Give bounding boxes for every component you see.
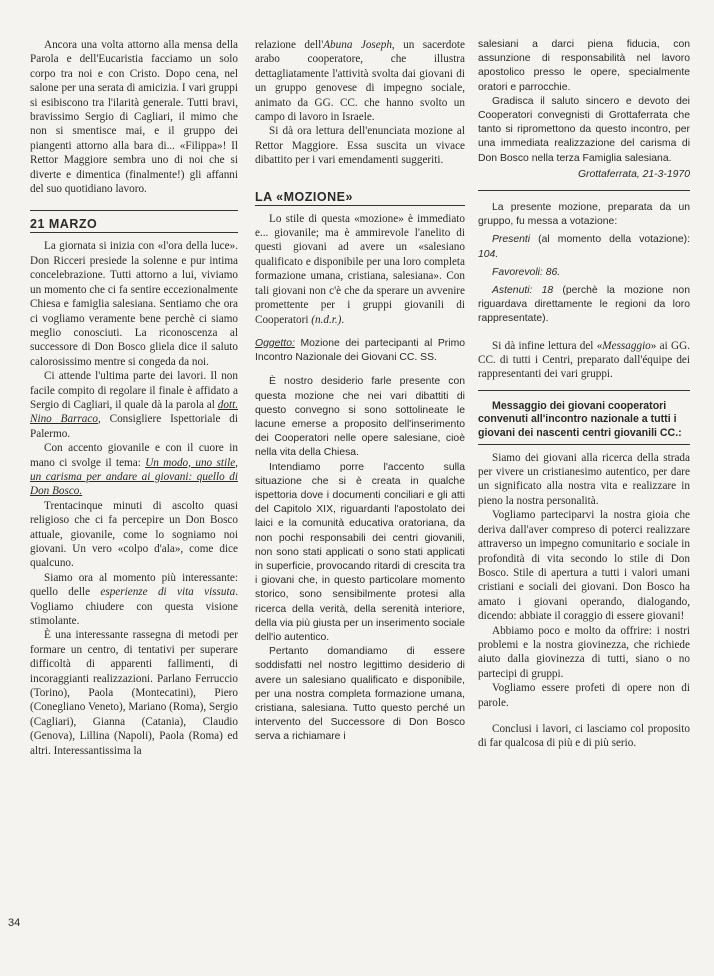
page-number: 34: [8, 917, 21, 929]
paragraph: Gradisca il saluto sincero e devoto dei Cooperatori convegnisti di Grottaferrata che tanto si ripromettono da questo incontro, per una immediata realizzazione del carisma di Don Bosco nella terza Famiglia salesiana.: [478, 95, 690, 164]
paragraph: Intendiamo porre l'accento sulla situazione che si è creata in qualche ispettoria dove i documenti conciliari e gli atti del Capitolo XIX, riguardanti l'apostolato dei laici e la comunità educativa oratoriana, da non pochi responsabili dei centri giovanili, non sono stati applicati o sono stati applicati in superficie, provocando ritardi di crescita tra i giovani che, in questo particolare momento storico, sono sensibilmente protesi alla ricerca della verità, della serenità interiore, della via più giusta per un inserimento sociale dell'io autentico.: [255, 461, 465, 643]
column-1: [30, 38, 238, 758]
paragraph: Pertanto domandiamo di essere soddisfatti nel nostro legittimo desiderio di avere un salesiano qualificato e disponibile, per una nostra completa formazione umana, cristiana, salesiana. Tutto questo perché un intervento del Successore di Don Bosco serva a richiamare i: [255, 646, 465, 743]
section-heading-21-marzo: 21 MARZO: [30, 217, 238, 233]
paragraph: Vogliamo essere profeti di opere non di parole.: [478, 682, 690, 709]
paragraph: Siamo ora al momento più interessante: quello delle esperienze di vita vissuta. Vogliamo chiudere con questa visione stimolante.: [30, 571, 238, 628]
mozione-text-continued: [478, 38, 690, 182]
vote-favorevoli: Favorevoli: 86.: [492, 266, 561, 278]
paragraph: La presente mozione, preparata da un gruppo, fu messa a votazione:: [478, 202, 690, 228]
vote-results: [478, 201, 690, 327]
section-heading-mozione: LA «MOZIONE»: [255, 190, 465, 206]
paragraph: Si dà infine lettura del «Messaggio» ai GG. CC. di tutti i Centri, preparato dall'équipe dei rappresentanti dei vari gruppi.: [478, 339, 690, 381]
paragraph: Siamo dei giovani alla ricerca della strada per vivere un cristianesimo autentico, per dare un significato alla nostra vita e realizzare in pieno la nostra personalità.: [478, 451, 690, 507]
paragraph: Vogliamo parteciparvi la nostra gioia che deriva dall'aver compreso di poterci realizzare attraverso un impegno comunitario e sociale in profondità di vita secondo lo stile di Don Bosco. Stile di apertura a tutti i valori umani cristiani e sociali dei giovani. Don Bosco ha amato i giovani operando, dialogando, dicendo: abbiate il coraggio di essere giovani!: [478, 509, 690, 623]
paragraph: Con accento giovanile e con il cuore in mano ci svolge il tema: Un modo, uno stile, un carisma per andare ai giovani: quello di Don Bosco.: [30, 442, 238, 498]
message-title: Messaggio dei giovani cooperatori convenuti all'incontro nazionale a tutti i giovani dei nascenti centri giovanili CC.:: [478, 400, 690, 445]
vote-presenti: Presenti (al momento della votazione): 104.: [478, 234, 690, 260]
paragraph: Ancora una volta attorno alla mensa della Parola e dell'Eucaristia facciamo un solo corpo tra noi e con Cristo. Dopo cena, nel salone per una serata di amicizia. I vari gruppi si esibiscono tra l'ilarità generale. Tutti bravi, bravissimo Sergio di Cagliari, il mimo che non si smentisce mai, e il gruppo dei piangenti attorno alla bara di... «Filippa»! Il Rettor Maggiore sembra uno di noi che si diverte e dimentica (finalmente!) gli affanni del suo quotidiano lavoro.: [30, 39, 238, 196]
talk-theme: Un modo, uno stile, un carisma per andare ai giovani: quello di Don Bosco.: [30, 456, 238, 498]
signature-place-date: Grottaferrata, 21-3-1970: [577, 168, 690, 180]
paragraph: Abbiamo poco e molto da offrire: i nostri problemi e la nostra giovinezza, che richiede aiuto dalla giovinezza di tutti, siano o no partecipi di gruppi.: [478, 624, 690, 680]
speaker-name: dott. Nino Barraco: [30, 398, 238, 426]
paragraph: salesiani a darci piena fiducia, con assunzione di responsabilità nel lavoro apostolico presso le opere, specialmente oratori e parrocchie.: [478, 39, 690, 93]
messaggio-intro: [478, 339, 690, 382]
paragraph: relazione dell'Abuna Joseph, un sacerdote arabo cooperatore, che illustra dettagliatamente l'attività svolta dai giovani di un gruppo genovese di impegno sociale, animato da GG. CC. che hanno svolto un campo di lavoro in Israele.: [255, 39, 465, 124]
mozione-intro: [255, 212, 465, 327]
paragraph: Lo stile di questa «mozione» è immediato e... giovanile; ma è ammirevole l'anelito di questi giovani ad avere un «salesiano qualificato e disponibile per una loro completa formazione umana, cristiana, salesiana». Con tali giovani non c'è che da sperare un avvenire promettente per i gruppi giovanili di Cooperatori (n.d.r.).: [255, 212, 465, 326]
paragraph: Conclusi i lavori, ci lasciamo col proposito di far qualcosa di più e di più serio.: [478, 722, 690, 750]
paragraph: Si dà ora lettura dell'enunciata mozione al Rettor Maggiore. Essa suscita un vivace dibattito per i vari emendamenti suggeriti.: [255, 125, 465, 167]
paragraph: È una interessante rassegna di metodi per formare un centro, di tentativi per superare difficoltà di apparenti fallimenti, di incoraggianti realizzazioni. Parlano Ferruccio (Torino), Paola (Montecatini), Piero (Conegliano Veneto), Mariano (Roma), Sergio (Cagliari), Gianna (Catania), Claudio (Genova), Lillina (Napoli), Paola (Roma) ed altri. Interessantissima la: [30, 629, 238, 757]
relazione-text: [255, 38, 465, 168]
paragraph: La giornata si inizia con «l'ora della luce». Don Ricceri presiede la solenne e pur intima concelebrazione. Tutti attorno a lui, viviamo un momento che ci fa sentire eccezionalmente Chiesa e famiglia salesiana. Sentiamo che ora ci vogliamo veramente bene perchè ci siamo meglio conosciuti. La riconoscenza al successore di Don Bosco gliela dice il saluto calorosissimo mentre si congeda da noi.: [30, 240, 238, 368]
column-3: [478, 38, 690, 751]
intro-text: [30, 38, 238, 196]
oggetto-line: Oggetto: Mozione dei partecipanti al Primo Incontro Nazionale dei Giovani CC. SS.: [255, 337, 465, 364]
divider: [478, 190, 690, 191]
paragraph: Ci attende l'ultima parte dei lavori. Il non facile compito di regolare il finale è affidato a Sergio di Cagliari, il quale dà la parola al dott. Nino Barraco, Consigliere Ispettoriale di Palermo.: [30, 370, 238, 440]
speaker-name: Abuna Joseph: [323, 39, 392, 51]
march-21-text: [30, 239, 238, 758]
column-2: [255, 38, 465, 745]
divider: [30, 210, 238, 211]
divider: [478, 390, 690, 391]
message-text: [478, 451, 690, 751]
paragraph: Trentacinque minuti di ascolto quasi religioso che ci fa percepire un Don Bosco attuale, giovanile, come lo sogniamo noi giovani. Un vero «colpo d'ala», come dice qualcuno.: [30, 499, 238, 570]
mozione-text: [255, 337, 465, 745]
vote-astenuti: Astenuti: 18 (perchè la mozione non riguardava direttamente le regioni da loro rappresentate).: [478, 285, 690, 325]
paragraph: È nostro desiderio farle presente con questa mozione che nei vari dibattiti di questo convegno si sono sottolineate le lacune emerse a proposito dell'inserimento dei Cooperatori nelle opere salesiane, cioè nella vita della Chiesa.: [255, 376, 465, 459]
